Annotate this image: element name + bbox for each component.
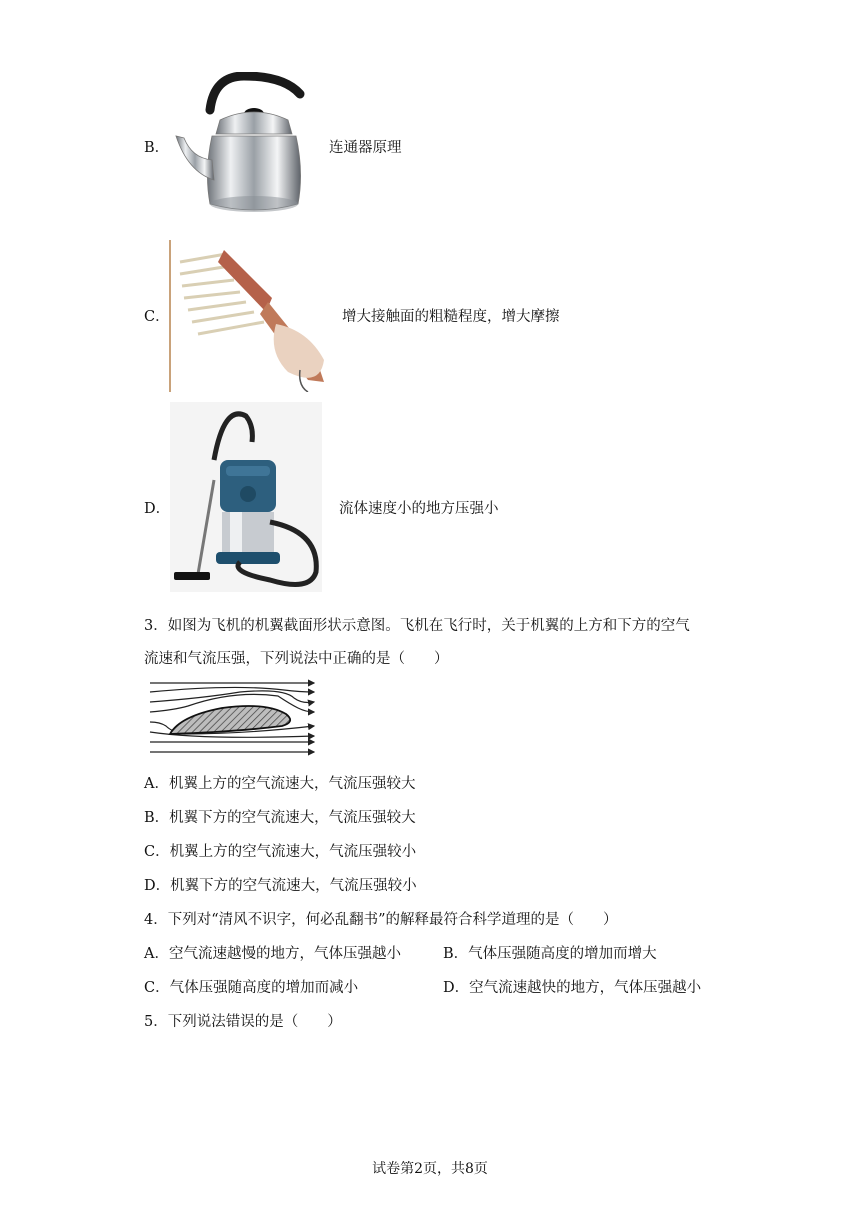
q3-option-b: B．机翼下方的空气流速大，气流压强较大 xyxy=(144,810,416,826)
wing-airflow-diagram xyxy=(144,674,320,760)
page-footer: 试卷第2页，共8页 xyxy=(372,1161,488,1177)
brush-image xyxy=(168,240,330,392)
q4-option-b: B．气体压强随高度的增加而增大 xyxy=(443,946,657,962)
q3-option-a: A．机翼上方的空气流速大，气流压强较大 xyxy=(144,776,416,792)
option-c-text: 增大接触面的粗糙程度，增大摩擦 xyxy=(342,309,560,325)
kettle-image xyxy=(174,72,306,216)
q3-stem-line2: 流速和气流压强，下列说法中正确的是（ ） xyxy=(144,651,449,667)
q3-option-c: C．机翼上方的空气流速大，气流压强较小 xyxy=(144,844,417,860)
q5-stem: 5．下列说法错误的是（ ） xyxy=(144,1014,342,1030)
q4-option-c: C．气体压强随高度的增加而减小 xyxy=(144,980,359,996)
q4-option-d: D．空气流速越快的地方，气体压强越小 xyxy=(443,980,702,996)
q3-option-d: D．机翼下方的空气流速大，气流压强较小 xyxy=(144,878,417,894)
option-c-letter: C． xyxy=(144,309,170,325)
option-b-text: 连通器原理 xyxy=(329,140,402,156)
option-d-text: 流体速度小的地方压强小 xyxy=(339,501,499,517)
q3-stem-line1: 3．如图为飞机的机翼截面形状示意图。飞机在飞行时，关于机翼的上方和下方的空气 xyxy=(144,618,690,634)
option-d-letter: D． xyxy=(144,501,171,517)
vacuum-cleaner-image xyxy=(170,402,322,592)
option-b-letter: B． xyxy=(144,140,170,156)
q4-option-a: A．空气流速越慢的地方，气体压强越小 xyxy=(144,946,401,962)
q4-stem: 4．下列对“清风不识字，何必乱翻书”的解释最符合科学道理的是（ ） xyxy=(144,912,618,928)
